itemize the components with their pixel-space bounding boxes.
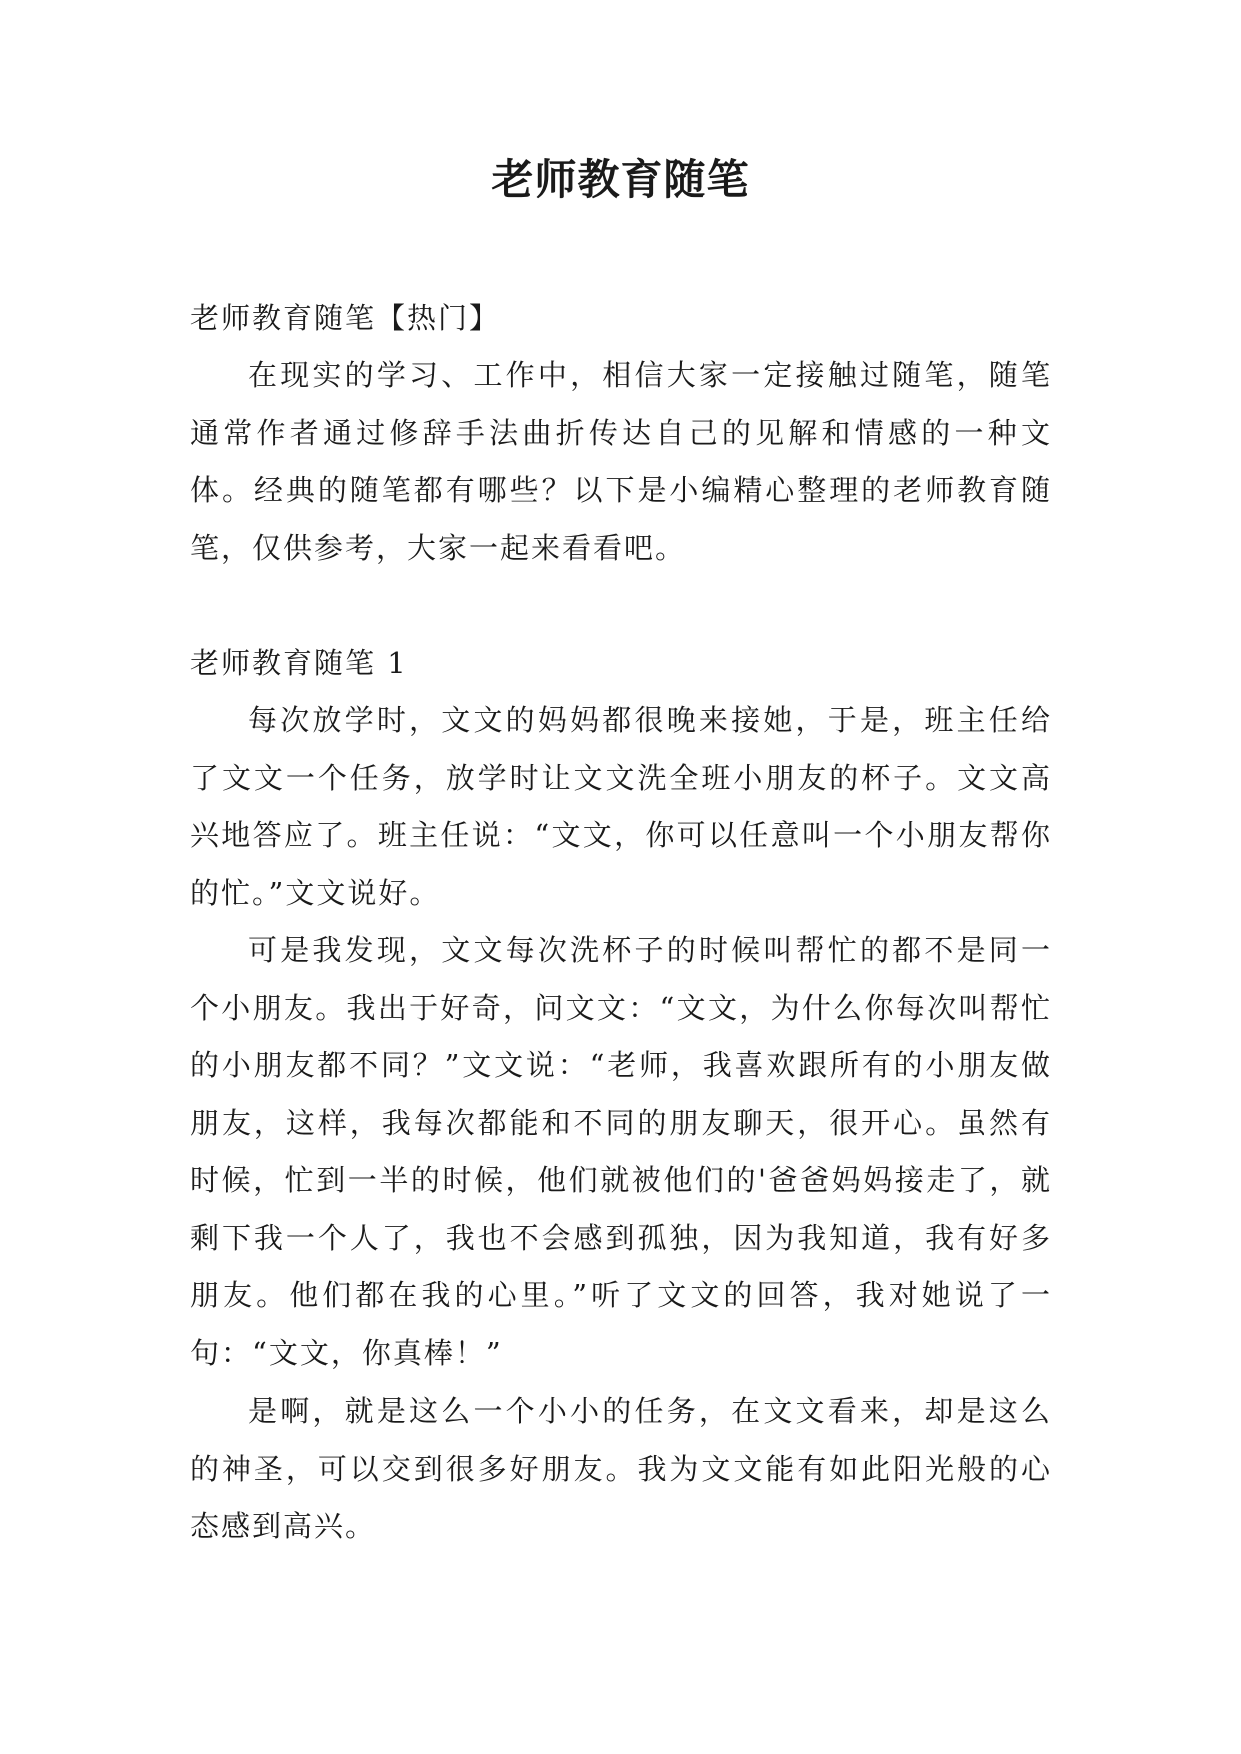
body-paragraph: 每次放学时，文文的妈妈都很晚来接她，于是，班主任给了文文一个任务，放学时让文文洗全班小朋友的杯子。文文高兴地答应了。班主任说：“文文，你可以任意叫一个小朋友帮你的忙。”文文说好。: [190, 703, 1052, 910]
intro-paragraph: 在现实的学习、工作中，相信大家一定接触过随笔，随笔通常作者通过修辞手法曲折传达自己的见解和情感的一种文体。经典的随笔都有哪些？以下是小编精心整理的老师教育随笔，仅供参考，大家一起来看看吧。: [190, 358, 1052, 565]
body-paragraph: 可是我发现，文文每次洗杯子的时候叫帮忙的都不是同一个小朋友。我出于好奇，问文文：“文文，为什么你每次叫帮忙的小朋友都不同？”文文说：“老师，我喜欢跟所有的小朋友做朋友，这样，我每次都能和不同的朋友聊天，很开心。虽然有时候，忙到一半的时候，他们就被他们的'爸爸妈妈接走了，就剩下我一个人了，我也不会感到孤独，因为我知道，我有好多朋友。他们都在我的心里。”听了文文的回答，我对她说了一句：“文文，你真棒！”: [190, 933, 1052, 1370]
document-title: 老师教育随笔: [491, 155, 750, 204]
body-paragraph: 是啊，就是这么一个小小的任务，在文文看来，却是这么的神圣，可以交到很多好朋友。我为文文能有如此阳光般的心态感到高兴。: [190, 1394, 1052, 1543]
section-heading: 老师教育随笔 1: [190, 646, 408, 680]
document-subheading: 老师教育随笔【热门】: [190, 301, 501, 335]
